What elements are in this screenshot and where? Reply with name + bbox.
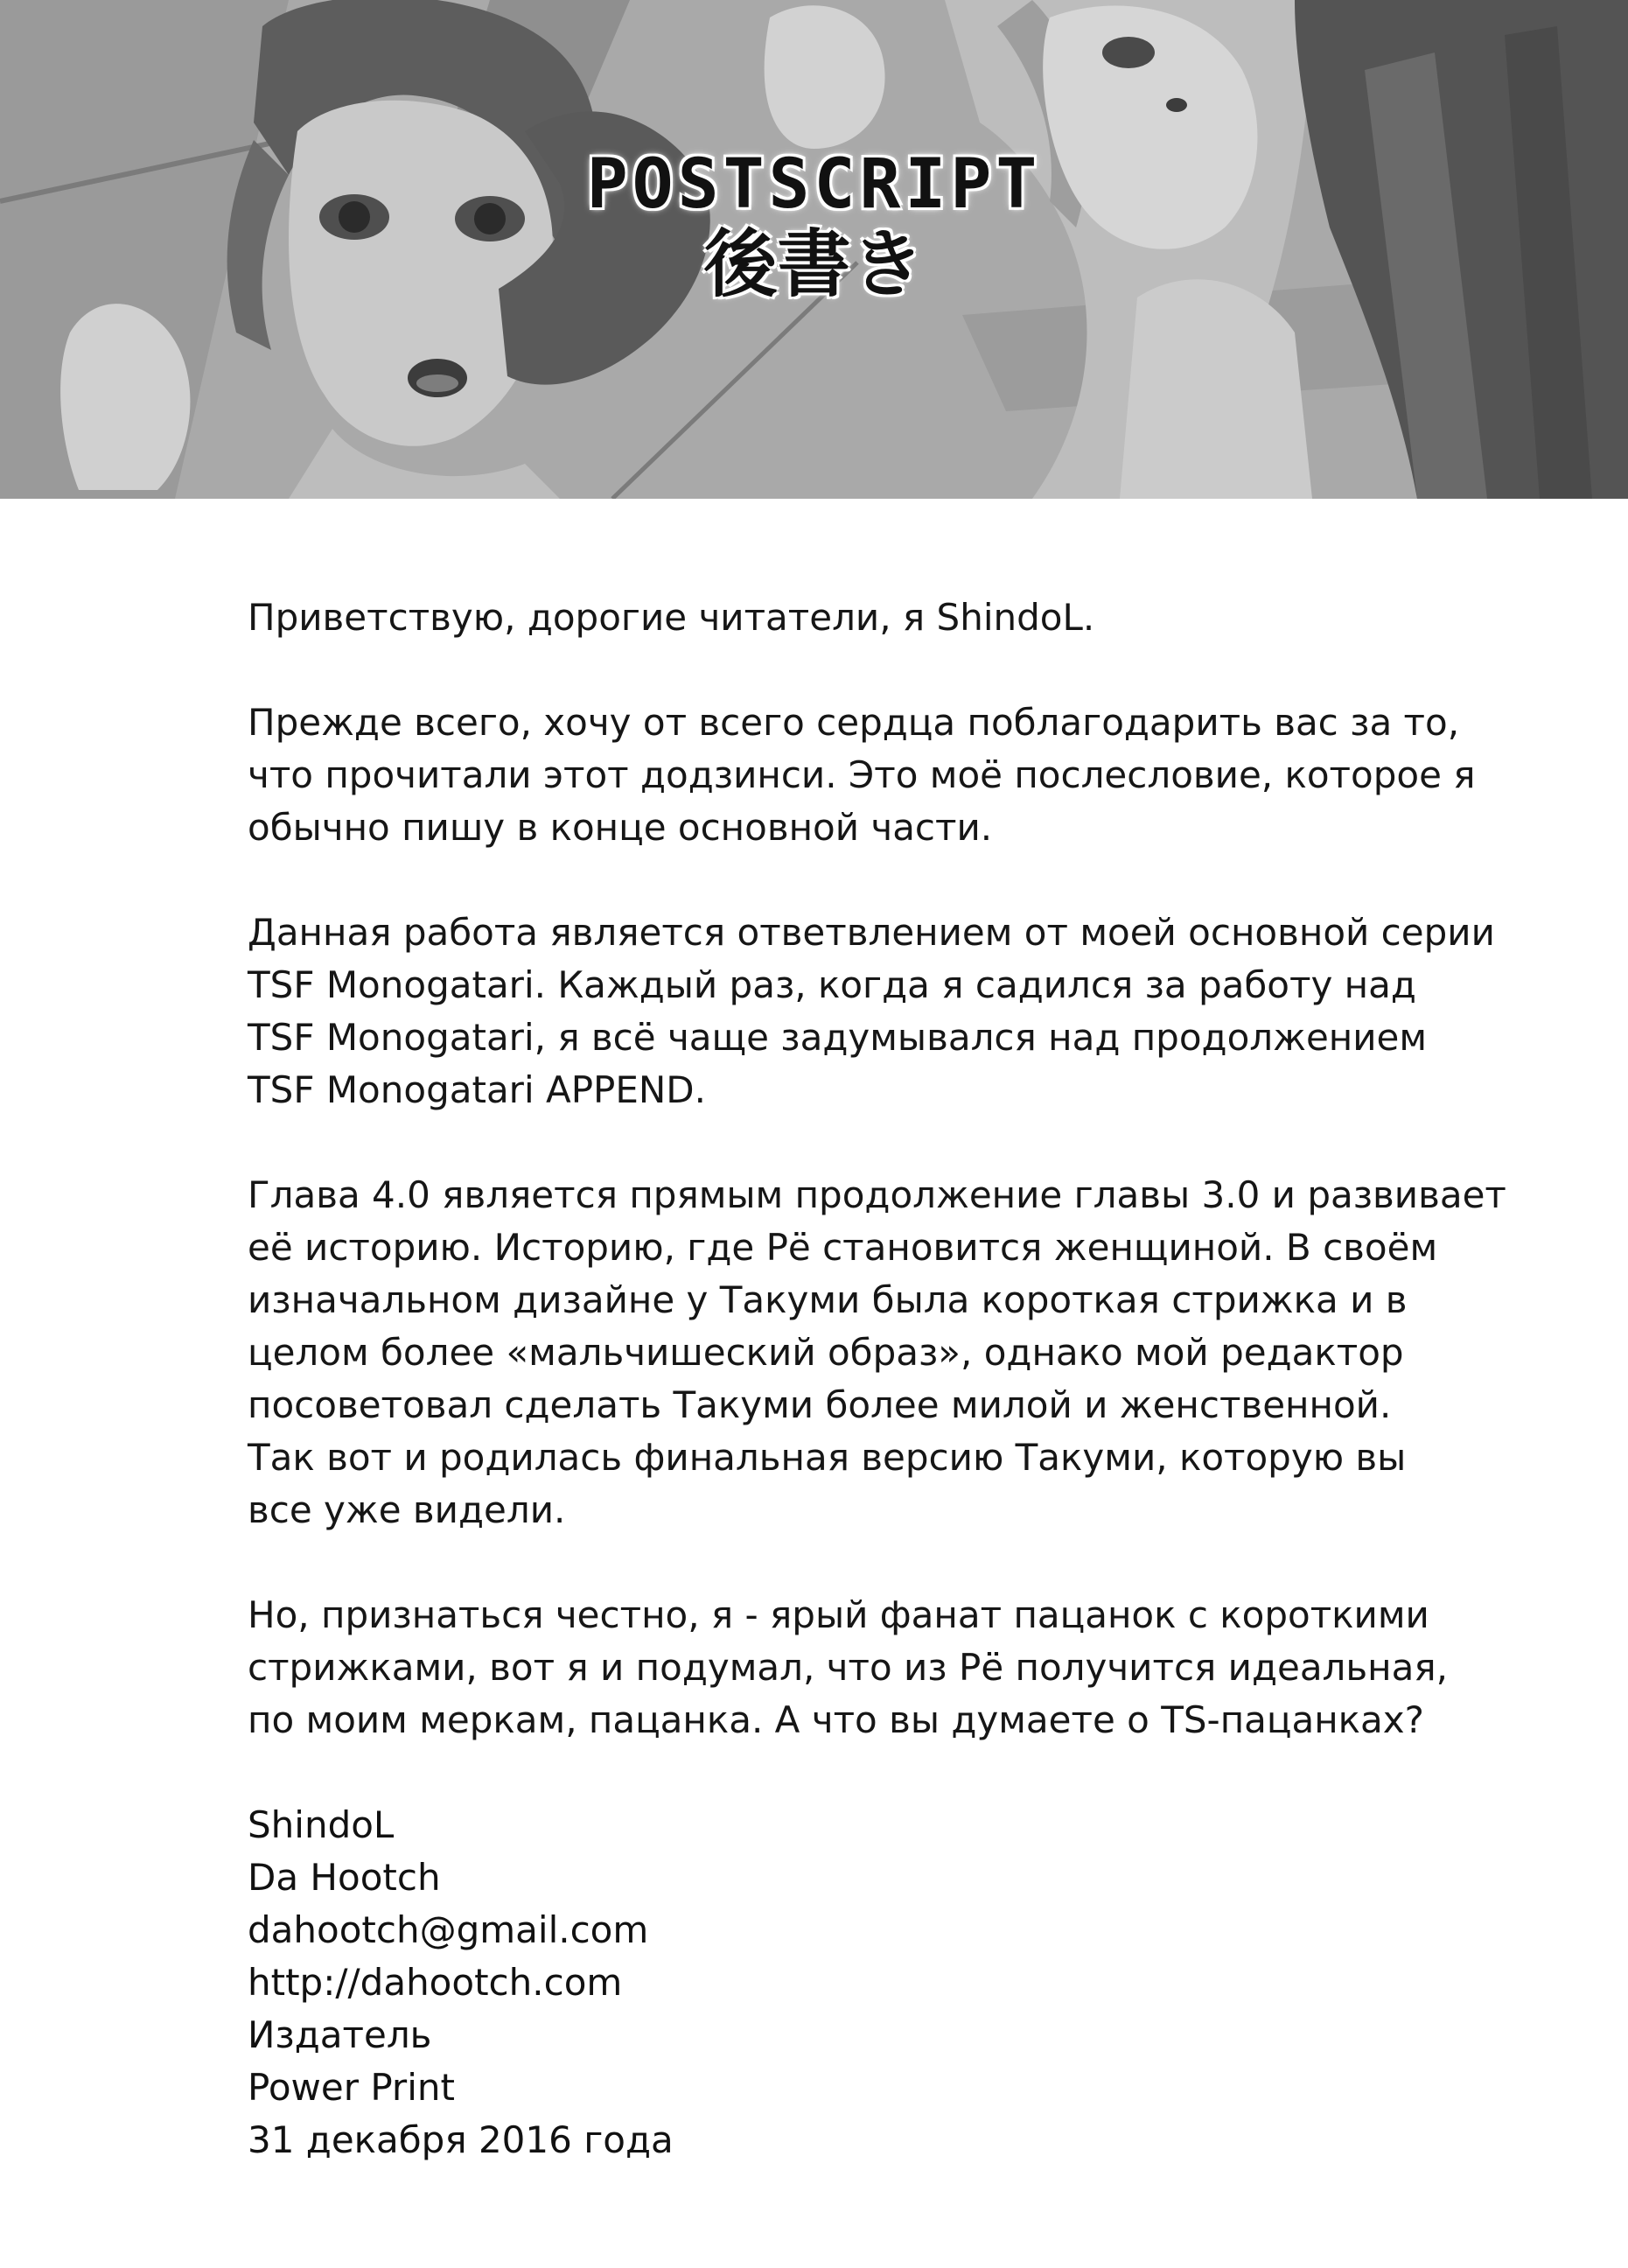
publisher-label: Издатель [248, 2013, 432, 2056]
text-line: Приветствую, дорогие читатели, я ShindoL. [248, 596, 1095, 639]
paragraph-chapter [248, 1169, 1506, 1536]
postscript-text [248, 592, 1506, 2166]
author-name: ShindoL [248, 1803, 395, 1846]
paragraph-greeting [248, 592, 1490, 644]
paragraph-thanks [248, 696, 1490, 854]
text-line: все уже видели. [248, 1488, 566, 1531]
email-address: dahootch@gmail.com [248, 1908, 649, 1951]
text-line: обычно пишу в конце основной части. [248, 806, 993, 849]
text-line: Прежде всего, хочу от всего сердца поблагодарить вас за то, [248, 701, 1460, 744]
header-illustration [0, 0, 1628, 499]
publication-date: 31 декабря 2016 года [248, 2118, 674, 2161]
text-line: Так вот и родилась финальная версию Такуми, которую вы [248, 1436, 1407, 1479]
paragraph-series [248, 906, 1495, 1116]
text-line: стрижками, вот я и подумал, что из Рё получится идеальная, [248, 1646, 1448, 1689]
text-line: целом более «мальчишеский образ», однако мой редактор [248, 1331, 1404, 1374]
signature-block [248, 1799, 1490, 2166]
page-title-japanese: 後書き [703, 221, 925, 307]
text-line: по моим меркам, пацанка. А что вы думаете о TS-пацанках? [248, 1698, 1424, 1741]
text-line: TSF Monogatari. Каждый раз, когда я садился за работу над [248, 963, 1416, 1006]
circle-name: Da Hootch [248, 1856, 441, 1899]
text-line: посоветовал сделать Такуми более милой и женственной. [248, 1383, 1392, 1426]
publisher-name: Power Print [248, 2066, 455, 2109]
text-line: Но, признаться честно, я - ярый фанат пацанок с короткими [248, 1593, 1429, 1636]
text-line: изначальном дизайне у Такуми была короткая стрижка и в [248, 1278, 1408, 1321]
text-line: Данная работа является ответвлением от моей основной серии [248, 911, 1495, 954]
page-title: POSTSCRIPT [586, 145, 1042, 224]
text-line: её историю. Историю, где Рё становится женщиной. В своём [248, 1226, 1438, 1269]
text-line: Глава 4.0 является прямым продолжение главы 3.0 и развивает [248, 1173, 1506, 1216]
paragraph-confession [248, 1589, 1490, 1746]
website-url: http://dahootch.com [248, 1961, 623, 2004]
text-line: TSF Monogatari, я всё чаще задумывался над продолжением [248, 1016, 1428, 1059]
text-line: TSF Monogatari APPEND. [248, 1068, 706, 1111]
text-line: что прочитали этот додзинси. Это моё послесловие, которое я [248, 753, 1476, 796]
title-block [0, 145, 1628, 307]
